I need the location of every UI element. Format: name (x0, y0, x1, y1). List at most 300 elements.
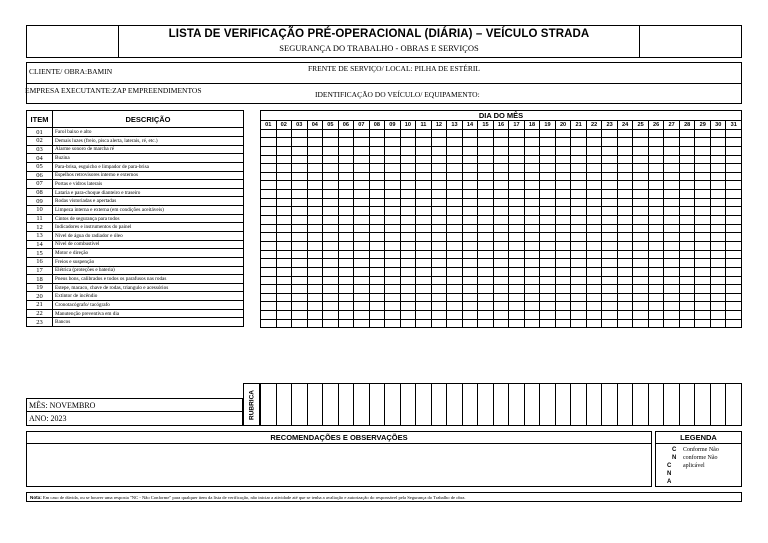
rubrica-cell[interactable] (447, 384, 463, 426)
check-cell[interactable] (710, 259, 726, 268)
check-cell[interactable] (679, 172, 695, 181)
check-cell[interactable] (400, 302, 416, 311)
check-cell[interactable] (369, 233, 385, 242)
check-cell[interactable] (726, 302, 742, 311)
check-cell[interactable] (462, 207, 478, 216)
check-cell[interactable] (261, 224, 277, 233)
check-cell[interactable] (385, 276, 401, 285)
check-cell[interactable] (555, 216, 571, 225)
check-cell[interactable] (648, 267, 664, 276)
check-cell[interactable] (385, 233, 401, 242)
check-cell[interactable] (509, 311, 525, 320)
rubrica-cell[interactable] (323, 384, 339, 426)
check-cell[interactable] (571, 302, 587, 311)
check-cell[interactable] (571, 207, 587, 216)
check-cell[interactable] (509, 129, 525, 138)
check-cell[interactable] (416, 276, 432, 285)
check-cell[interactable] (478, 241, 494, 250)
check-cell[interactable] (400, 146, 416, 155)
check-cell[interactable] (540, 293, 556, 302)
check-cell[interactable] (617, 146, 633, 155)
check-cell[interactable] (478, 259, 494, 268)
check-cell[interactable] (431, 302, 447, 311)
check-cell[interactable] (679, 276, 695, 285)
check-cell[interactable] (431, 267, 447, 276)
check-cell[interactable] (261, 129, 277, 138)
check-cell[interactable] (354, 155, 370, 164)
check-cell[interactable] (276, 224, 292, 233)
check-cell[interactable] (354, 164, 370, 173)
check-cell[interactable] (679, 259, 695, 268)
check-cell[interactable] (338, 172, 354, 181)
check-cell[interactable] (478, 146, 494, 155)
check-cell[interactable] (679, 233, 695, 242)
check-cell[interactable] (478, 311, 494, 320)
check-cell[interactable] (416, 181, 432, 190)
check-cell[interactable] (462, 276, 478, 285)
check-cell[interactable] (369, 311, 385, 320)
check-cell[interactable] (555, 233, 571, 242)
check-cell[interactable] (664, 241, 680, 250)
check-cell[interactable] (617, 302, 633, 311)
check-cell[interactable] (462, 155, 478, 164)
check-cell[interactable] (369, 190, 385, 199)
check-cell[interactable] (416, 302, 432, 311)
check-cell[interactable] (586, 285, 602, 294)
check-cell[interactable] (431, 181, 447, 190)
check-cell[interactable] (307, 311, 323, 320)
check-cell[interactable] (431, 207, 447, 216)
check-cell[interactable] (431, 198, 447, 207)
check-cell[interactable] (509, 302, 525, 311)
check-cell[interactable] (323, 146, 339, 155)
check-cell[interactable] (679, 319, 695, 328)
check-cell[interactable] (726, 259, 742, 268)
check-cell[interactable] (462, 241, 478, 250)
check-cell[interactable] (602, 250, 618, 259)
check-cell[interactable] (586, 233, 602, 242)
check-cell[interactable] (354, 172, 370, 181)
check-cell[interactable] (338, 216, 354, 225)
check-cell[interactable] (447, 259, 463, 268)
check-cell[interactable] (478, 207, 494, 216)
check-cell[interactable] (726, 181, 742, 190)
check-cell[interactable] (338, 285, 354, 294)
check-cell[interactable] (664, 302, 680, 311)
check-cell[interactable] (509, 216, 525, 225)
check-cell[interactable] (431, 190, 447, 199)
check-cell[interactable] (648, 207, 664, 216)
check-cell[interactable] (292, 181, 308, 190)
check-cell[interactable] (617, 250, 633, 259)
check-cell[interactable] (509, 259, 525, 268)
check-cell[interactable] (323, 285, 339, 294)
check-cell[interactable] (648, 172, 664, 181)
check-cell[interactable] (602, 155, 618, 164)
check-cell[interactable] (338, 129, 354, 138)
check-cell[interactable] (292, 207, 308, 216)
check-cell[interactable] (540, 138, 556, 147)
check-cell[interactable] (369, 155, 385, 164)
check-cell[interactable] (524, 172, 540, 181)
check-cell[interactable] (416, 129, 432, 138)
check-cell[interactable] (338, 233, 354, 242)
check-cell[interactable] (602, 207, 618, 216)
check-cell[interactable] (695, 207, 711, 216)
check-cell[interactable] (602, 172, 618, 181)
check-cell[interactable] (726, 233, 742, 242)
check-cell[interactable] (369, 250, 385, 259)
check-cell[interactable] (617, 233, 633, 242)
check-cell[interactable] (385, 319, 401, 328)
check-cell[interactable] (447, 138, 463, 147)
check-cell[interactable] (462, 216, 478, 225)
check-cell[interactable] (617, 216, 633, 225)
check-cell[interactable] (695, 190, 711, 199)
rubrica-cell[interactable] (416, 384, 432, 426)
check-cell[interactable] (323, 311, 339, 320)
check-cell[interactable] (726, 155, 742, 164)
check-cell[interactable] (664, 250, 680, 259)
check-cell[interactable] (633, 276, 649, 285)
check-cell[interactable] (571, 164, 587, 173)
check-cell[interactable] (416, 172, 432, 181)
rubrica-cell[interactable] (462, 384, 478, 426)
check-cell[interactable] (447, 172, 463, 181)
check-cell[interactable] (571, 216, 587, 225)
check-cell[interactable] (586, 138, 602, 147)
check-cell[interactable] (726, 164, 742, 173)
check-cell[interactable] (400, 293, 416, 302)
check-cell[interactable] (462, 138, 478, 147)
check-cell[interactable] (555, 311, 571, 320)
check-cell[interactable] (679, 216, 695, 225)
check-cell[interactable] (695, 259, 711, 268)
check-cell[interactable] (524, 293, 540, 302)
check-cell[interactable] (571, 129, 587, 138)
check-cell[interactable] (524, 146, 540, 155)
check-cell[interactable] (478, 172, 494, 181)
check-cell[interactable] (447, 181, 463, 190)
check-cell[interactable] (354, 190, 370, 199)
check-cell[interactable] (354, 146, 370, 155)
check-cell[interactable] (602, 302, 618, 311)
check-cell[interactable] (338, 276, 354, 285)
check-cell[interactable] (695, 224, 711, 233)
check-cell[interactable] (261, 302, 277, 311)
check-cell[interactable] (617, 224, 633, 233)
check-cell[interactable] (617, 207, 633, 216)
check-cell[interactable] (261, 311, 277, 320)
check-cell[interactable] (323, 198, 339, 207)
check-cell[interactable] (648, 250, 664, 259)
check-cell[interactable] (710, 319, 726, 328)
check-cell[interactable] (323, 293, 339, 302)
check-cell[interactable] (648, 146, 664, 155)
check-cell[interactable] (695, 198, 711, 207)
check-cell[interactable] (555, 285, 571, 294)
rubrica-cell[interactable] (540, 384, 556, 426)
check-cell[interactable] (602, 146, 618, 155)
check-cell[interactable] (509, 181, 525, 190)
check-cell[interactable] (633, 311, 649, 320)
rubrica-cell[interactable] (431, 384, 447, 426)
check-cell[interactable] (710, 216, 726, 225)
check-cell[interactable] (664, 138, 680, 147)
check-cell[interactable] (679, 164, 695, 173)
check-cell[interactable] (571, 224, 587, 233)
check-cell[interactable] (679, 224, 695, 233)
check-cell[interactable] (726, 224, 742, 233)
rubrica-cell[interactable] (695, 384, 711, 426)
check-cell[interactable] (602, 285, 618, 294)
check-cell[interactable] (447, 241, 463, 250)
check-cell[interactable] (292, 259, 308, 268)
check-cell[interactable] (276, 233, 292, 242)
check-cell[interactable] (338, 259, 354, 268)
check-cell[interactable] (633, 207, 649, 216)
check-cell[interactable] (385, 259, 401, 268)
check-cell[interactable] (261, 319, 277, 328)
check-cell[interactable] (478, 233, 494, 242)
check-cell[interactable] (447, 285, 463, 294)
check-cell[interactable] (509, 267, 525, 276)
check-cell[interactable] (509, 190, 525, 199)
check-cell[interactable] (385, 267, 401, 276)
check-cell[interactable] (431, 311, 447, 320)
check-cell[interactable] (385, 198, 401, 207)
check-cell[interactable] (555, 267, 571, 276)
check-cell[interactable] (276, 259, 292, 268)
check-cell[interactable] (307, 259, 323, 268)
check-cell[interactable] (648, 155, 664, 164)
check-cell[interactable] (369, 216, 385, 225)
check-cell[interactable] (462, 319, 478, 328)
check-cell[interactable] (726, 207, 742, 216)
check-cell[interactable] (524, 181, 540, 190)
check-cell[interactable] (695, 164, 711, 173)
check-cell[interactable] (571, 250, 587, 259)
rubrica-cell[interactable] (710, 384, 726, 426)
check-cell[interactable] (276, 302, 292, 311)
check-cell[interactable] (726, 319, 742, 328)
rubrica-cell[interactable] (493, 384, 509, 426)
check-cell[interactable] (633, 164, 649, 173)
check-cell[interactable] (323, 138, 339, 147)
check-cell[interactable] (493, 216, 509, 225)
check-cell[interactable] (679, 267, 695, 276)
check-cell[interactable] (540, 250, 556, 259)
check-cell[interactable] (478, 138, 494, 147)
check-cell[interactable] (354, 302, 370, 311)
check-cell[interactable] (555, 276, 571, 285)
check-cell[interactable] (540, 276, 556, 285)
check-cell[interactable] (633, 138, 649, 147)
check-cell[interactable] (710, 285, 726, 294)
check-cell[interactable] (307, 285, 323, 294)
check-cell[interactable] (540, 181, 556, 190)
check-cell[interactable] (586, 250, 602, 259)
check-cell[interactable] (524, 138, 540, 147)
check-cell[interactable] (524, 267, 540, 276)
check-cell[interactable] (695, 285, 711, 294)
check-cell[interactable] (493, 259, 509, 268)
check-cell[interactable] (276, 319, 292, 328)
check-cell[interactable] (338, 311, 354, 320)
check-cell[interactable] (602, 259, 618, 268)
check-cell[interactable] (400, 207, 416, 216)
check-cell[interactable] (524, 198, 540, 207)
check-cell[interactable] (571, 138, 587, 147)
rubrica-cell[interactable] (555, 384, 571, 426)
check-cell[interactable] (695, 146, 711, 155)
check-cell[interactable] (416, 267, 432, 276)
check-cell[interactable] (261, 146, 277, 155)
check-cell[interactable] (276, 285, 292, 294)
check-cell[interactable] (571, 190, 587, 199)
check-cell[interactable] (509, 207, 525, 216)
check-cell[interactable] (493, 190, 509, 199)
check-cell[interactable] (431, 224, 447, 233)
check-cell[interactable] (462, 302, 478, 311)
check-cell[interactable] (307, 302, 323, 311)
check-cell[interactable] (447, 293, 463, 302)
check-cell[interactable] (292, 276, 308, 285)
check-cell[interactable] (323, 259, 339, 268)
check-cell[interactable] (602, 233, 618, 242)
check-cell[interactable] (261, 155, 277, 164)
check-cell[interactable] (571, 276, 587, 285)
check-cell[interactable] (493, 267, 509, 276)
check-cell[interactable] (416, 259, 432, 268)
check-cell[interactable] (276, 207, 292, 216)
check-cell[interactable] (555, 164, 571, 173)
rubrica-cell[interactable] (571, 384, 587, 426)
check-cell[interactable] (710, 155, 726, 164)
check-cell[interactable] (307, 224, 323, 233)
check-cell[interactable] (555, 259, 571, 268)
check-cell[interactable] (710, 233, 726, 242)
check-cell[interactable] (416, 198, 432, 207)
check-cell[interactable] (276, 267, 292, 276)
check-cell[interactable] (307, 250, 323, 259)
check-cell[interactable] (416, 207, 432, 216)
check-cell[interactable] (261, 172, 277, 181)
rubrica-cell[interactable] (307, 384, 323, 426)
check-cell[interactable] (617, 181, 633, 190)
check-cell[interactable] (416, 190, 432, 199)
check-cell[interactable] (323, 276, 339, 285)
check-cell[interactable] (664, 276, 680, 285)
check-cell[interactable] (633, 216, 649, 225)
check-cell[interactable] (602, 164, 618, 173)
rubrica-cell[interactable] (586, 384, 602, 426)
check-cell[interactable] (648, 198, 664, 207)
check-cell[interactable] (695, 319, 711, 328)
check-cell[interactable] (664, 164, 680, 173)
check-cell[interactable] (555, 293, 571, 302)
check-cell[interactable] (586, 224, 602, 233)
check-cell[interactable] (602, 224, 618, 233)
check-cell[interactable] (664, 311, 680, 320)
check-cell[interactable] (493, 224, 509, 233)
check-cell[interactable] (695, 181, 711, 190)
check-cell[interactable] (633, 224, 649, 233)
check-cell[interactable] (323, 172, 339, 181)
check-cell[interactable] (369, 319, 385, 328)
check-cell[interactable] (695, 233, 711, 242)
rubrica-cell[interactable] (679, 384, 695, 426)
check-cell[interactable] (586, 267, 602, 276)
check-cell[interactable] (540, 129, 556, 138)
check-cell[interactable] (664, 172, 680, 181)
check-cell[interactable] (307, 164, 323, 173)
check-cell[interactable] (385, 311, 401, 320)
check-cell[interactable] (276, 190, 292, 199)
check-cell[interactable] (385, 207, 401, 216)
check-cell[interactable] (679, 241, 695, 250)
check-cell[interactable] (555, 198, 571, 207)
check-cell[interactable] (292, 155, 308, 164)
check-cell[interactable] (602, 311, 618, 320)
recommendations-area[interactable] (27, 444, 651, 486)
check-cell[interactable] (664, 259, 680, 268)
check-cell[interactable] (462, 146, 478, 155)
check-cell[interactable] (369, 164, 385, 173)
check-cell[interactable] (276, 155, 292, 164)
check-cell[interactable] (509, 138, 525, 147)
check-cell[interactable] (307, 216, 323, 225)
check-cell[interactable] (648, 302, 664, 311)
check-cell[interactable] (555, 241, 571, 250)
check-cell[interactable] (354, 293, 370, 302)
check-cell[interactable] (307, 190, 323, 199)
check-cell[interactable] (307, 198, 323, 207)
check-cell[interactable] (261, 164, 277, 173)
check-cell[interactable] (555, 181, 571, 190)
check-cell[interactable] (369, 224, 385, 233)
check-cell[interactable] (493, 276, 509, 285)
check-cell[interactable] (602, 293, 618, 302)
check-cell[interactable] (493, 241, 509, 250)
check-cell[interactable] (633, 241, 649, 250)
check-cell[interactable] (586, 241, 602, 250)
check-cell[interactable] (524, 302, 540, 311)
check-cell[interactable] (679, 198, 695, 207)
check-cell[interactable] (276, 216, 292, 225)
check-cell[interactable] (292, 250, 308, 259)
check-cell[interactable] (633, 190, 649, 199)
check-cell[interactable] (416, 146, 432, 155)
check-cell[interactable] (648, 311, 664, 320)
check-cell[interactable] (695, 172, 711, 181)
check-cell[interactable] (261, 216, 277, 225)
check-cell[interactable] (338, 319, 354, 328)
check-cell[interactable] (571, 319, 587, 328)
check-cell[interactable] (447, 198, 463, 207)
check-cell[interactable] (726, 138, 742, 147)
check-cell[interactable] (509, 224, 525, 233)
check-cell[interactable] (540, 267, 556, 276)
check-cell[interactable] (695, 138, 711, 147)
check-cell[interactable] (602, 319, 618, 328)
check-cell[interactable] (710, 198, 726, 207)
check-cell[interactable] (648, 319, 664, 328)
check-cell[interactable] (710, 302, 726, 311)
check-cell[interactable] (695, 216, 711, 225)
check-cell[interactable] (509, 241, 525, 250)
check-cell[interactable] (400, 216, 416, 225)
